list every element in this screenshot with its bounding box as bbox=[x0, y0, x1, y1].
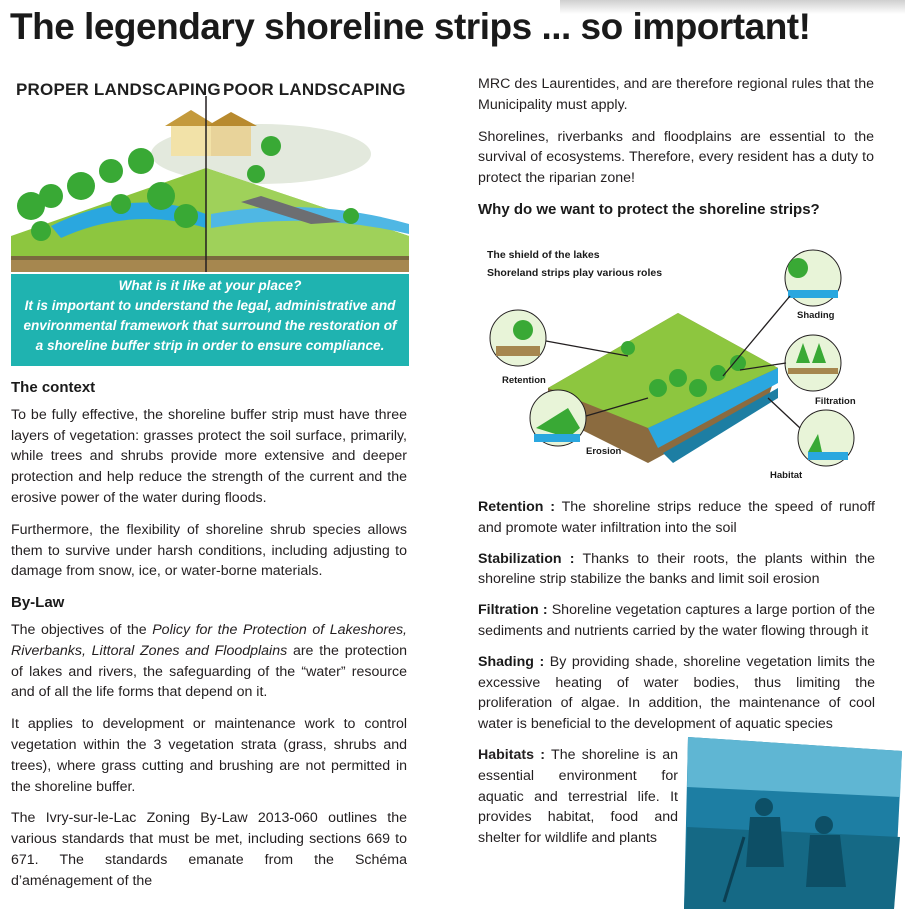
info-banner bbox=[11, 274, 409, 366]
role-habitats-label: Habitats : bbox=[478, 747, 545, 763]
role-stabilization-text: Thanks to their roots, the plants within the shoreline strip stabilize the banks and limit soil erosion bbox=[478, 550, 876, 588]
role-shading-label: Shading : bbox=[478, 653, 545, 670]
role-stabilization bbox=[478, 549, 875, 591]
diagram-title-1: The shield of the lakes bbox=[487, 249, 600, 261]
policy-name: Policy for the Protection of Lakeshores, Riverbanks, Littoral Zones and Floodplains bbox=[11, 621, 407, 659]
context-paragraph-2: Furthermore, the flexibility of shoreline shrub species allows them to survive under harsh conditions, including adjusting to damage from snow, ice, or water-borne materials. bbox=[11, 521, 407, 580]
landscaping-illustration bbox=[11, 96, 409, 272]
why-heading: Why do we want to protect the shoreline strips? bbox=[478, 200, 820, 218]
house-left bbox=[171, 124, 211, 156]
context-heading: The context bbox=[11, 379, 96, 396]
role-filtration-text: Shoreline vegetation captures a large portion of the sediments and nutrients carried by the water flowing through it bbox=[478, 602, 875, 639]
label-proper-landscaping: PROPER LANDSCAPING bbox=[16, 80, 221, 99]
right-paragraph-1: MRC des Laurentides, and are therefore regional rules that the Municipality must apply. bbox=[478, 76, 874, 113]
bylaw-heading: By-Law bbox=[11, 594, 65, 612]
role-stabilization-label: Stabilization : bbox=[478, 550, 575, 567]
diagram-label-filtration: Filtration bbox=[815, 396, 856, 407]
bylaw-p1-end: are the protection of lakes and rivers, the safeguarding of the “water” resource and of all the life forms that depend on it. bbox=[11, 642, 407, 701]
role-habitats bbox=[478, 745, 678, 849]
bylaw-p1-start: The objectives of the bbox=[11, 621, 153, 638]
bylaw-paragraph-3: The Ivry-sur-le-Lac Zoning By-Law 2013-060 outlines the various standards that must be met, including sections 669 to 671. The standards emanate from the Schéma d’aménagement of the bbox=[11, 810, 407, 889]
banner-line-1: What is it like at your place? bbox=[118, 278, 302, 293]
role-retention-text: The shoreline strips reduce the speed of runoff and promote water infiltration into the soil bbox=[478, 499, 875, 536]
volunteers-photo bbox=[684, 737, 902, 909]
context-paragraph-1: To be fully effective, the shoreline buffer strip must have three layers of vegetation: grasses protect the soil surface, primarily, while trees and shrubs provide more extensive and deeper protection and help reduce the strength of the current and the erosive power of the water during floods. bbox=[11, 406, 407, 506]
page-title: The legendary shoreline strips ... so important! bbox=[10, 6, 811, 47]
retention-circle bbox=[490, 310, 546, 366]
erosion-circle bbox=[530, 390, 586, 446]
house-right bbox=[211, 124, 251, 156]
bylaw-paragraph-1 bbox=[11, 620, 407, 703]
diagram-label-habitat: Habitat bbox=[770, 470, 803, 481]
left-column bbox=[11, 378, 407, 903]
banner-line-2: It is important to understand the legal, administrative and bbox=[24, 298, 396, 313]
diagram-title-2: Shoreland strips play various roles bbox=[487, 267, 663, 279]
bylaw-paragraph-2: It applies to development or maintenance work to control vegetation within the 3 vegetation strata (grass, shrubs and trees), where grass cutting and brushing are not permitted in the shoreline buffer. bbox=[11, 716, 407, 795]
diagram-label-retention: Retention bbox=[502, 375, 546, 386]
shading-circle bbox=[785, 250, 841, 306]
right-paragraph-2: Shorelines, riverbanks and floodplains are essential to the survival of ecosystems. Therefore, every resident has a duty to protect the riparian zone! bbox=[478, 128, 874, 187]
label-poor-landscaping: POOR LANDSCAPING bbox=[223, 80, 406, 99]
role-shading-text: By providing shade, shoreline vegetation limits the excessive heating of water bodies, thus limiting the proliferation of algae. In addition, the maintenance of cool water is beneficial to the development of aquatic species bbox=[478, 653, 875, 733]
habitat-circle bbox=[798, 410, 854, 466]
role-habitats-text: The shoreline is an essential environment for aquatic and terrestrial life. It provides habitat, food and shelter for wildlife and plants bbox=[478, 747, 678, 847]
role-retention bbox=[478, 497, 875, 539]
banner-line-4: a shoreline buffer strip in order to ensure compliance. bbox=[35, 338, 385, 353]
roles-list bbox=[478, 497, 875, 745]
shoreline-roles-diagram bbox=[478, 238, 875, 493]
banner-line-3: environmental framework that surround the restoration of bbox=[23, 318, 397, 333]
role-retention-label: Retention : bbox=[478, 499, 555, 515]
diagram-label-shading: Shading bbox=[797, 310, 835, 321]
diagram-label-erosion: Erosion bbox=[586, 446, 622, 457]
filtration-circle bbox=[785, 335, 841, 391]
role-shading bbox=[478, 652, 875, 735]
role-filtration-label: Filtration : bbox=[478, 602, 548, 619]
role-filtration bbox=[478, 600, 875, 642]
right-column bbox=[478, 74, 874, 227]
